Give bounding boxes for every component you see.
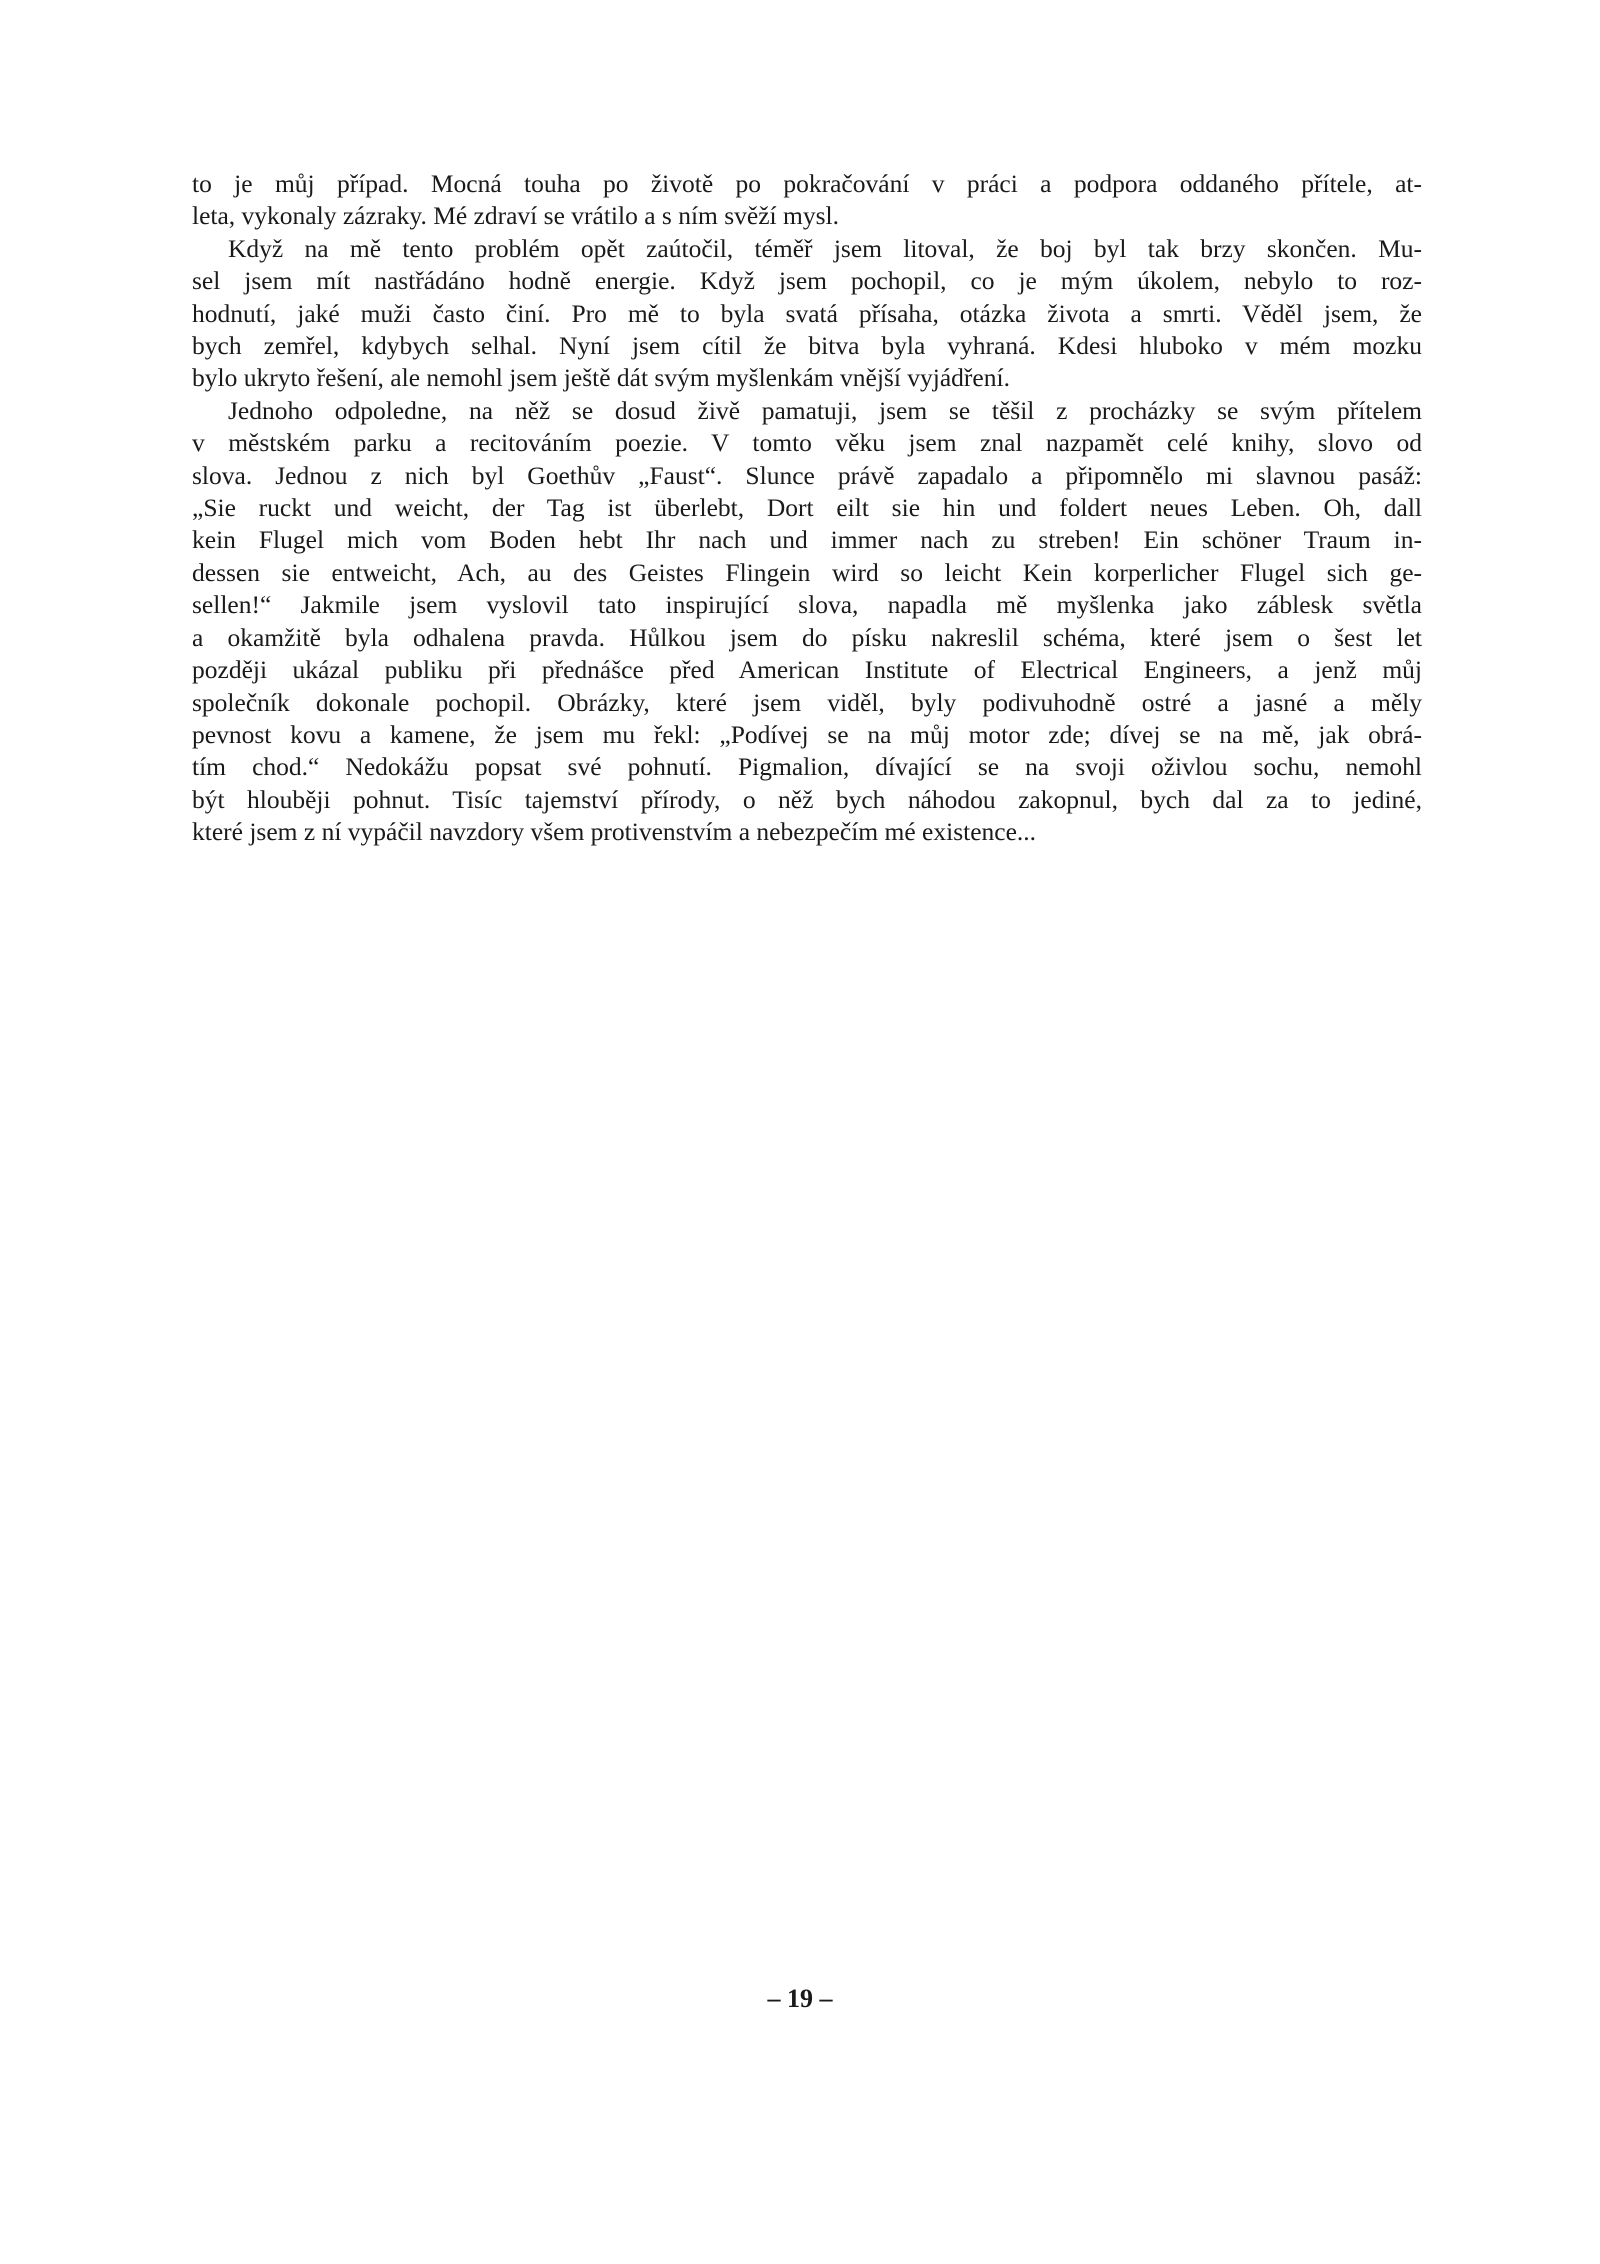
text-line: sellen!“ Jakmile jsem vyslovil tato inspirující slova, napadla mě myšlenka jako záblesk světla <box>192 590 1422 620</box>
text-line: leta, vykonaly zázraky. Mé zdraví se vrátilo a s ním svěží mysl. <box>192 201 839 231</box>
text-line: bylo ukryto řešení, ale nemohl jsem ještě dát svým myšlenkám vnější vyjádření. <box>192 363 1010 393</box>
text-line: dessen sie entweicht, Ach, au des Geistes Flingein wird so leicht Kein korperlicher Flugel sich ge- <box>192 557 1422 587</box>
text-line: Jednoho odpoledne, na něž se dosud živě pamatuji, jsem se těšil z procházky se svým přítelem <box>228 395 1422 425</box>
text-line: společník dokonale pochopil. Obrázky, které jsem viděl, byly podivuhodně ostré a jasné a měly <box>192 687 1422 717</box>
text-line: pevnost kovu a kamene, že jsem mu řekl: „Podívej se na můj motor zde; dívej se na mě, jak obrá- <box>192 719 1422 749</box>
text-line: sel jsem mít nastřádáno hodně energie. Když jsem pochopil, co je mým úkolem, nebylo to roz- <box>192 266 1422 296</box>
body-text <box>192 168 1422 849</box>
text-line: „Sie ruckt und weicht, der Tag ist überlebt, Dort eilt sie hin und foldert neues Leben. Oh, dall <box>192 493 1422 523</box>
page-number: – 19 – <box>767 1984 833 2013</box>
text-line: slova. Jednou z nich byl Goethův „Faust“. Slunce právě zapadalo a připomnělo mi slavnou pasáž: <box>192 460 1422 490</box>
text-line: kein Flugel mich vom Boden hebt Ihr nach und immer nach zu streben! Ein schöner Traum in- <box>192 525 1422 555</box>
text-line: které jsem z ní vypáčil navzdory všem protivenstvím a nebezpečím mé existence... <box>192 817 1037 847</box>
text-line: tím chod.“ Nedokážu popsat své pohnutí. Pigmalion, dívající se na svoji oživlou sochu, nemohl <box>192 752 1422 782</box>
text-line: Když na mě tento problém opět zaútočil, téměř jsem litoval, že boj byl tak brzy skončen. Mu- <box>228 233 1422 263</box>
text-line: hodnutí, jaké muži často činí. Pro mě to byla svatá přísaha, otázka života a smrti. Věděl jsem, že <box>192 298 1422 328</box>
text-line: bych zemřel, kdybych selhal. Nyní jsem cítil že bitva byla vyhraná. Kdesi hluboko v mém mozku <box>192 331 1422 361</box>
text-line: později ukázal publiku při přednášce před American Institute of Electrical Engineers, a jenž můj <box>192 655 1422 685</box>
text-line: být hlouběji pohnut. Tisíc tajemství přírody, o něž bych náhodou zakopnul, bych dal za to jediné, <box>192 784 1422 814</box>
text-line: v městském parku a recitováním poezie. V tomto věku jsem znal nazpamět celé knihy, slovo od <box>192 428 1422 458</box>
text-line: to je můj případ. Mocná touha po životě po pokračování v práci a podpora oddaného přítele, at- <box>192 169 1422 198</box>
text-line: a okamžitě byla odhalena pravda. Hůlkou jsem do písku nakreslil schéma, které jsem o šest let <box>192 622 1422 652</box>
